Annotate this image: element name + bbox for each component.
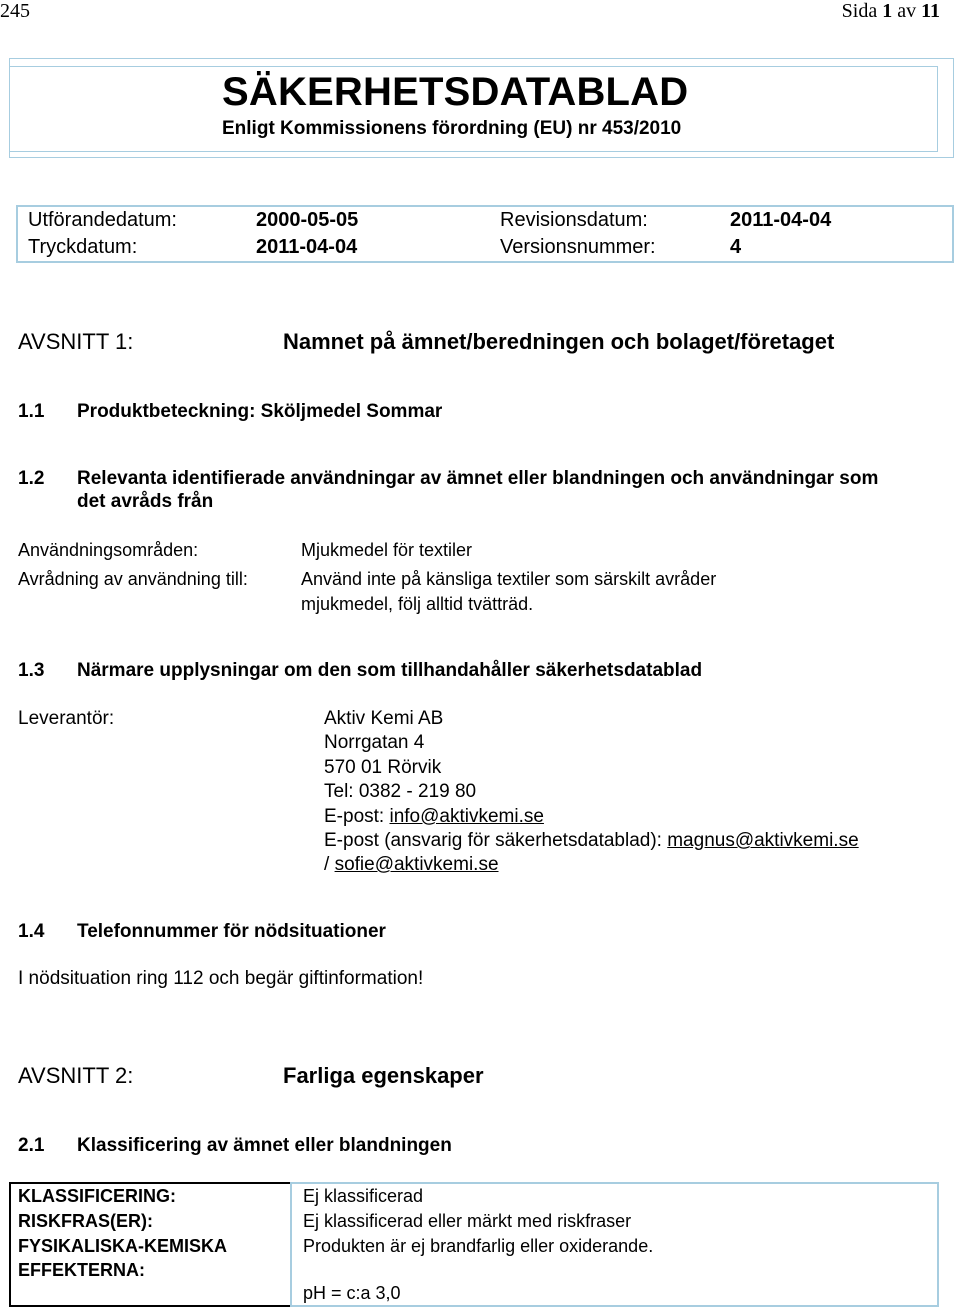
advice-label: Avrådning av användning till:: [18, 569, 248, 589]
supplier-email2-row: [324, 830, 859, 852]
section1-heading: Namnet på ämnet/beredningen och bolaget/företaget: [283, 329, 835, 354]
use-label: Användningsområden:: [18, 540, 199, 560]
supplier-label: Leverantör:: [18, 708, 115, 729]
phys-label-line1: FYSIKALISKA-KEMISKA: [18, 1236, 228, 1256]
advice-line2: mjukmedel, följ alltid tvätträd.: [301, 594, 534, 614]
version-value: 4: [730, 236, 742, 258]
revision-date-value: 2011-04-04: [730, 209, 832, 231]
supplier-phone: Tel: 0382 - 219 80: [324, 781, 477, 802]
email3-link[interactable]: sofie@aktivkemi.se: [334, 854, 499, 875]
page-of: av: [897, 0, 917, 22]
s11-text: Produktbeteckning: Sköljmedel Sommar: [77, 401, 443, 422]
section2-heading: Farliga egenskaper: [283, 1063, 484, 1088]
emergency-text: I nödsituation ring 112 och begär giftinformation!: [18, 968, 424, 989]
page-label: Sida: [841, 0, 878, 22]
supplier-email-row: [324, 806, 544, 828]
s21-number: 2.1: [18, 1135, 45, 1156]
page-total: 11: [921, 0, 940, 22]
s13-number: 1.3: [18, 660, 45, 681]
s14-text: Telefonnummer för nödsituationer: [77, 921, 386, 942]
revision-date-label: Revisionsdatum:: [500, 209, 648, 231]
email2-label: E-post (ansvarig för säkerhetsdatablad):: [324, 830, 662, 851]
phys-value: Produkten är ej brandfarlig eller oxiderande.: [303, 1236, 654, 1256]
phys-label-line2: EFFEKTERNA:: [18, 1260, 145, 1280]
supplier-city: 570 01 Rörvik: [324, 757, 442, 778]
s21-text: Klassificering av ämnet eller blandningen: [77, 1135, 452, 1156]
print-date-label: Tryckdatum:: [28, 236, 138, 258]
s12-line2: det avråds från: [77, 491, 214, 512]
print-date-value: 2011-04-04: [256, 236, 358, 258]
section1-number: AVSNITT 1:: [18, 329, 134, 354]
supplier-name: Aktiv Kemi AB: [324, 708, 444, 729]
s13-text: Närmare upplysningar om den som tillhandahåller säkerhetsdatablad: [77, 660, 703, 681]
use-value: Mjukmedel för textiler: [301, 540, 473, 560]
supplier-street: Norrgatan 4: [324, 732, 425, 753]
class-label: KLASSIFICERING:: [18, 1186, 177, 1206]
page-current: 1: [882, 0, 893, 22]
ph-value: pH = c:a 3,0: [303, 1283, 401, 1303]
advice-line1: Använd inte på känsliga textiler som särskilt avråder: [301, 569, 717, 589]
s12-number: 1.2: [18, 468, 45, 489]
section2-number: AVSNITT 2:: [18, 1063, 134, 1088]
s12-line1: Relevanta identifierade användningar av ämnet eller blandningen och användningar som: [77, 468, 879, 489]
document-number: 245: [0, 0, 30, 22]
exec-date-value: 2000-05-05: [256, 209, 359, 231]
email-link[interactable]: info@aktivkemi.se: [389, 806, 544, 827]
s14-number: 1.4: [18, 921, 45, 942]
risk-label: RISKFRAS(ER):: [18, 1211, 153, 1231]
page-title: SÄKERHETSDATABLAD: [222, 70, 689, 114]
email3-prefix: /: [324, 854, 330, 875]
class-value: Ej klassificerad: [303, 1186, 424, 1206]
exec-date-label: Utförandedatum:: [28, 209, 177, 231]
email-label: E-post:: [324, 806, 385, 827]
version-label: Versionsnummer:: [500, 236, 656, 258]
risk-value: Ej klassificerad eller märkt med riskfraser: [303, 1211, 632, 1231]
classification-divider: [290, 1182, 292, 1307]
page-subtitle: Enligt Kommissionens förordning (EU) nr 453/2010: [222, 118, 682, 139]
s11-number: 1.1: [18, 401, 45, 422]
email2-link[interactable]: magnus@aktivkemi.se: [667, 830, 859, 851]
page-indicator: [842, 0, 940, 23]
supplier-email3-row: [324, 854, 499, 876]
